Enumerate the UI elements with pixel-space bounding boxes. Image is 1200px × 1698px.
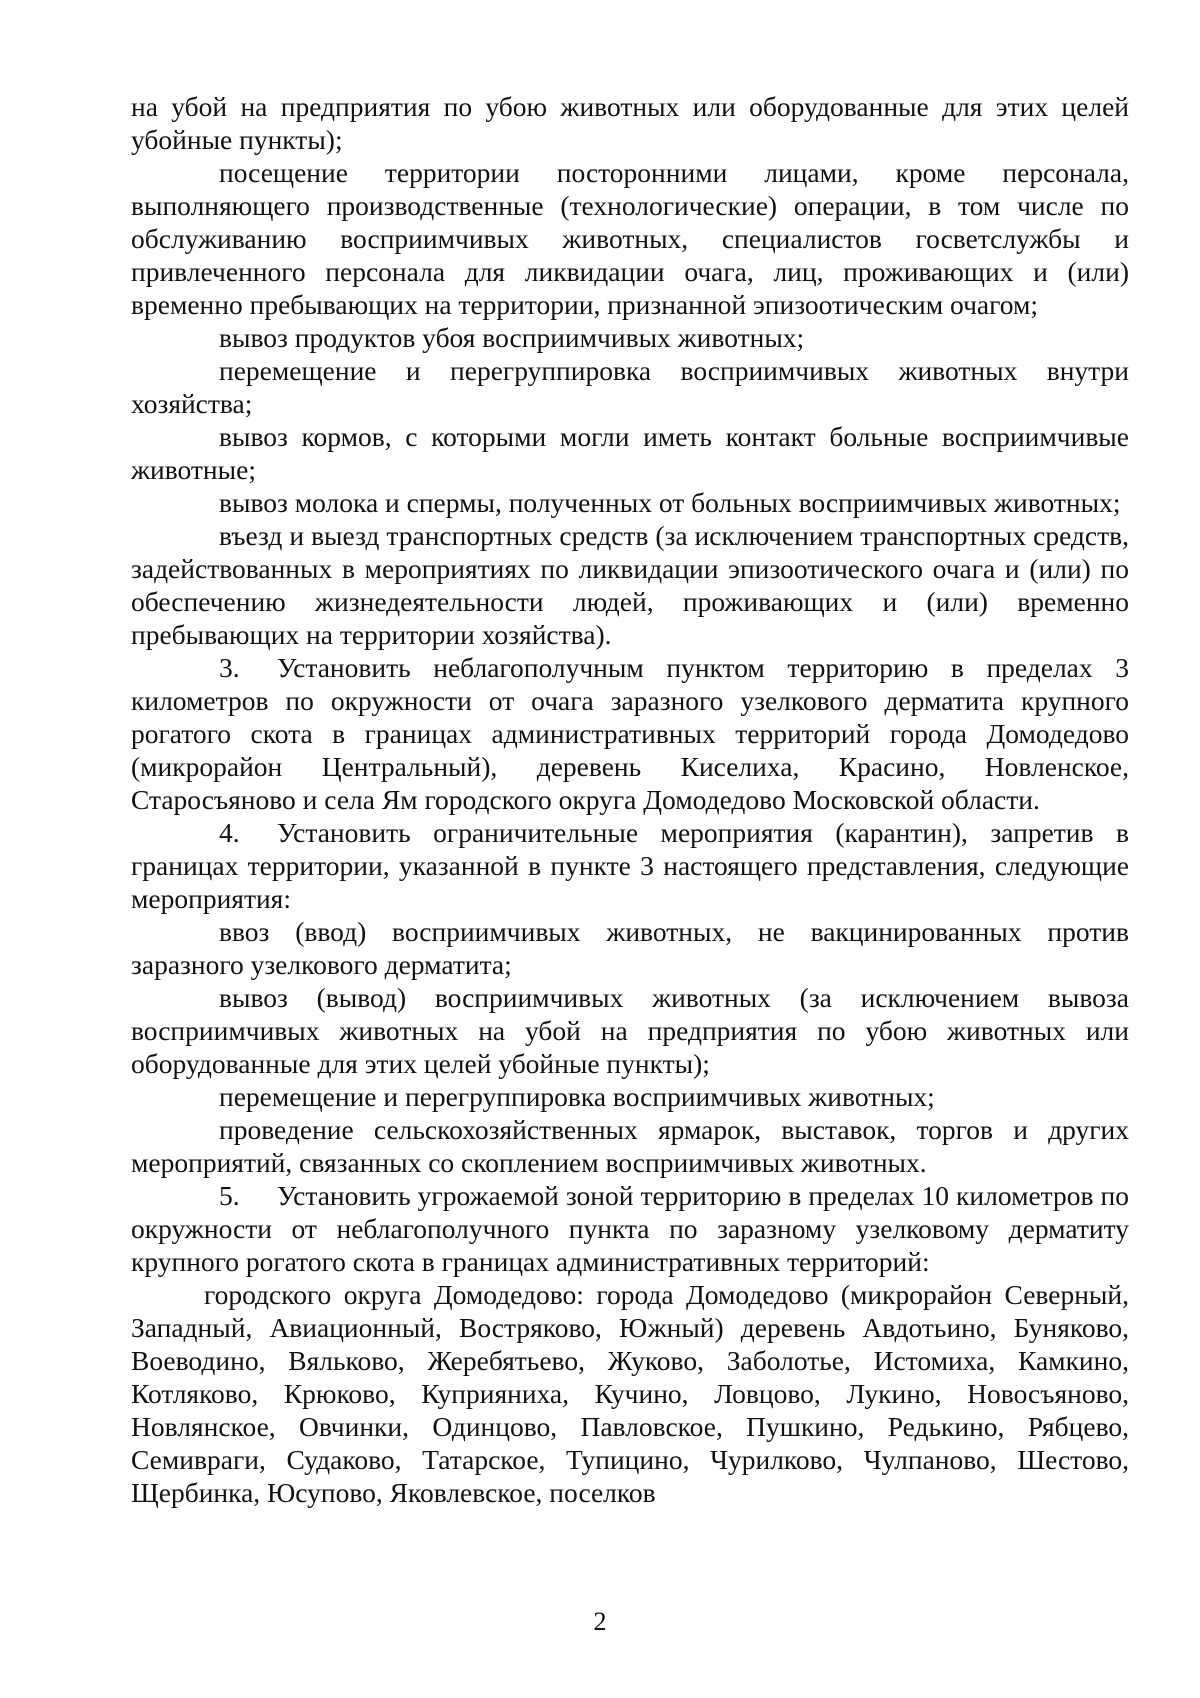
item-text: Установить ограничительные мероприятия (карантин), запретив в границах территории, указанной в пункте 3 настоящего представления, следующие мероприятия: [131,817,1129,914]
paragraph-continuation: на убой на предприятия по убою животных или оборудованные для этих целей убойные пункты); [131,91,1129,155]
item-number: 3. [219,652,240,683]
item-number: 4. [219,817,240,848]
document-body [131,90,1129,1509]
paragraph-export-animals: вывоз (вывод) восприимчивых животных (за исключением вывоза восприимчивых животных на убой на предприятия по убою животных или оборудованные для этих целей убойные пункты); [131,982,1129,1079]
paragraph-import-animals: ввоз (ввод) восприимчивых животных, не вакцинированных против заразного узелкового дерматита; [131,916,1129,980]
paragraph-regrouping: перемещение и перегруппировка восприимчивых животных; [219,1081,935,1112]
item-number: 5. [219,1180,240,1211]
page-number: 2 [593,1607,607,1636]
paragraph-feed-export: вывоз кормов, с которыми могли иметь контакт больные восприимчивые животные; [131,421,1129,485]
numbered-paragraph-3 [131,651,1129,816]
paragraph-vehicle-entry: въезд и выезд транспортных средств (за исключением транспортных средств, задействованных в мероприятиях по ликвидации эпизоотического очага и (или) по обеспечению жизнедеятельности людей, проживающих и (или) временно пребывающих на территории хозяйства). [131,520,1129,650]
paragraph-municipality-list: городского округа Домодедово: города Домодедово (микрорайон Северный, Западный, Авиационный, Востряково, Южный) деревень Авдотьино, Буняково, Воеводино, Вяльково, Жеребятьево, Жуково, Заболотье, Истомиха, Камкино, Котляково, Крюково, Куприяниха, Кучино, Ловцово, Лукино, Новосъяново, Новлянское, Овчинки, Одинцово, Павловское, Пушкино, Редькино, Рябцево, Семивраги, Судаково, Татарское, Тупицино, Чурилково, Чулпаново, Шестово, Щербинка, Юсупово, Яковлевское, поселков [131,1279,1129,1508]
item-text: Установить угрожаемой зоной территорию в пределах 10 километров по окружности от неблагополучного пункта по заразному узелковому дерматиту крупного рогатого скота в границах административных территорий: [131,1180,1129,1277]
paragraph-milk-export: вывоз молока и спермы, полученных от больных восприимчивых животных; [219,487,1121,518]
item-text: Установить неблагополучным пунктом территорию в пределах 3 километров по окружности от очага заразного узелкового дерматита крупного рогатого скота в границах административных территорий города Домодедово (микрорайон Центральный), деревень Киселиха, Красино, Новленское, Старосъяново и села Ям городского округа Домодедово Московской области. [131,652,1129,815]
numbered-paragraph-4 [131,816,1129,915]
numbered-paragraph-5 [131,1179,1129,1278]
paragraph-regrouping-inside-farm: перемещение и перегруппировка восприимчивых животных внутри хозяйства; [131,355,1129,419]
paragraph-fairs: проведение сельскохозяйственных ярмарок, выставок, торгов и других мероприятий, связанных со скоплением восприимчивых животных. [131,1114,1129,1178]
paragraph-slaughter-products: вывоз продуктов убоя восприимчивых животных; [219,322,805,353]
paragraph-visit-restriction: посещение территории посторонними лицами, кроме персонала, выполняющего производственные (технологические) операции, в том числе по обслуживанию восприимчивых животных, специалистов госветслужбы и привлеченного персонала для ликвидации очага, лиц, проживающих и (или) временно пребывающих на территории, признанной эпизоотическим очагом; [131,157,1129,320]
